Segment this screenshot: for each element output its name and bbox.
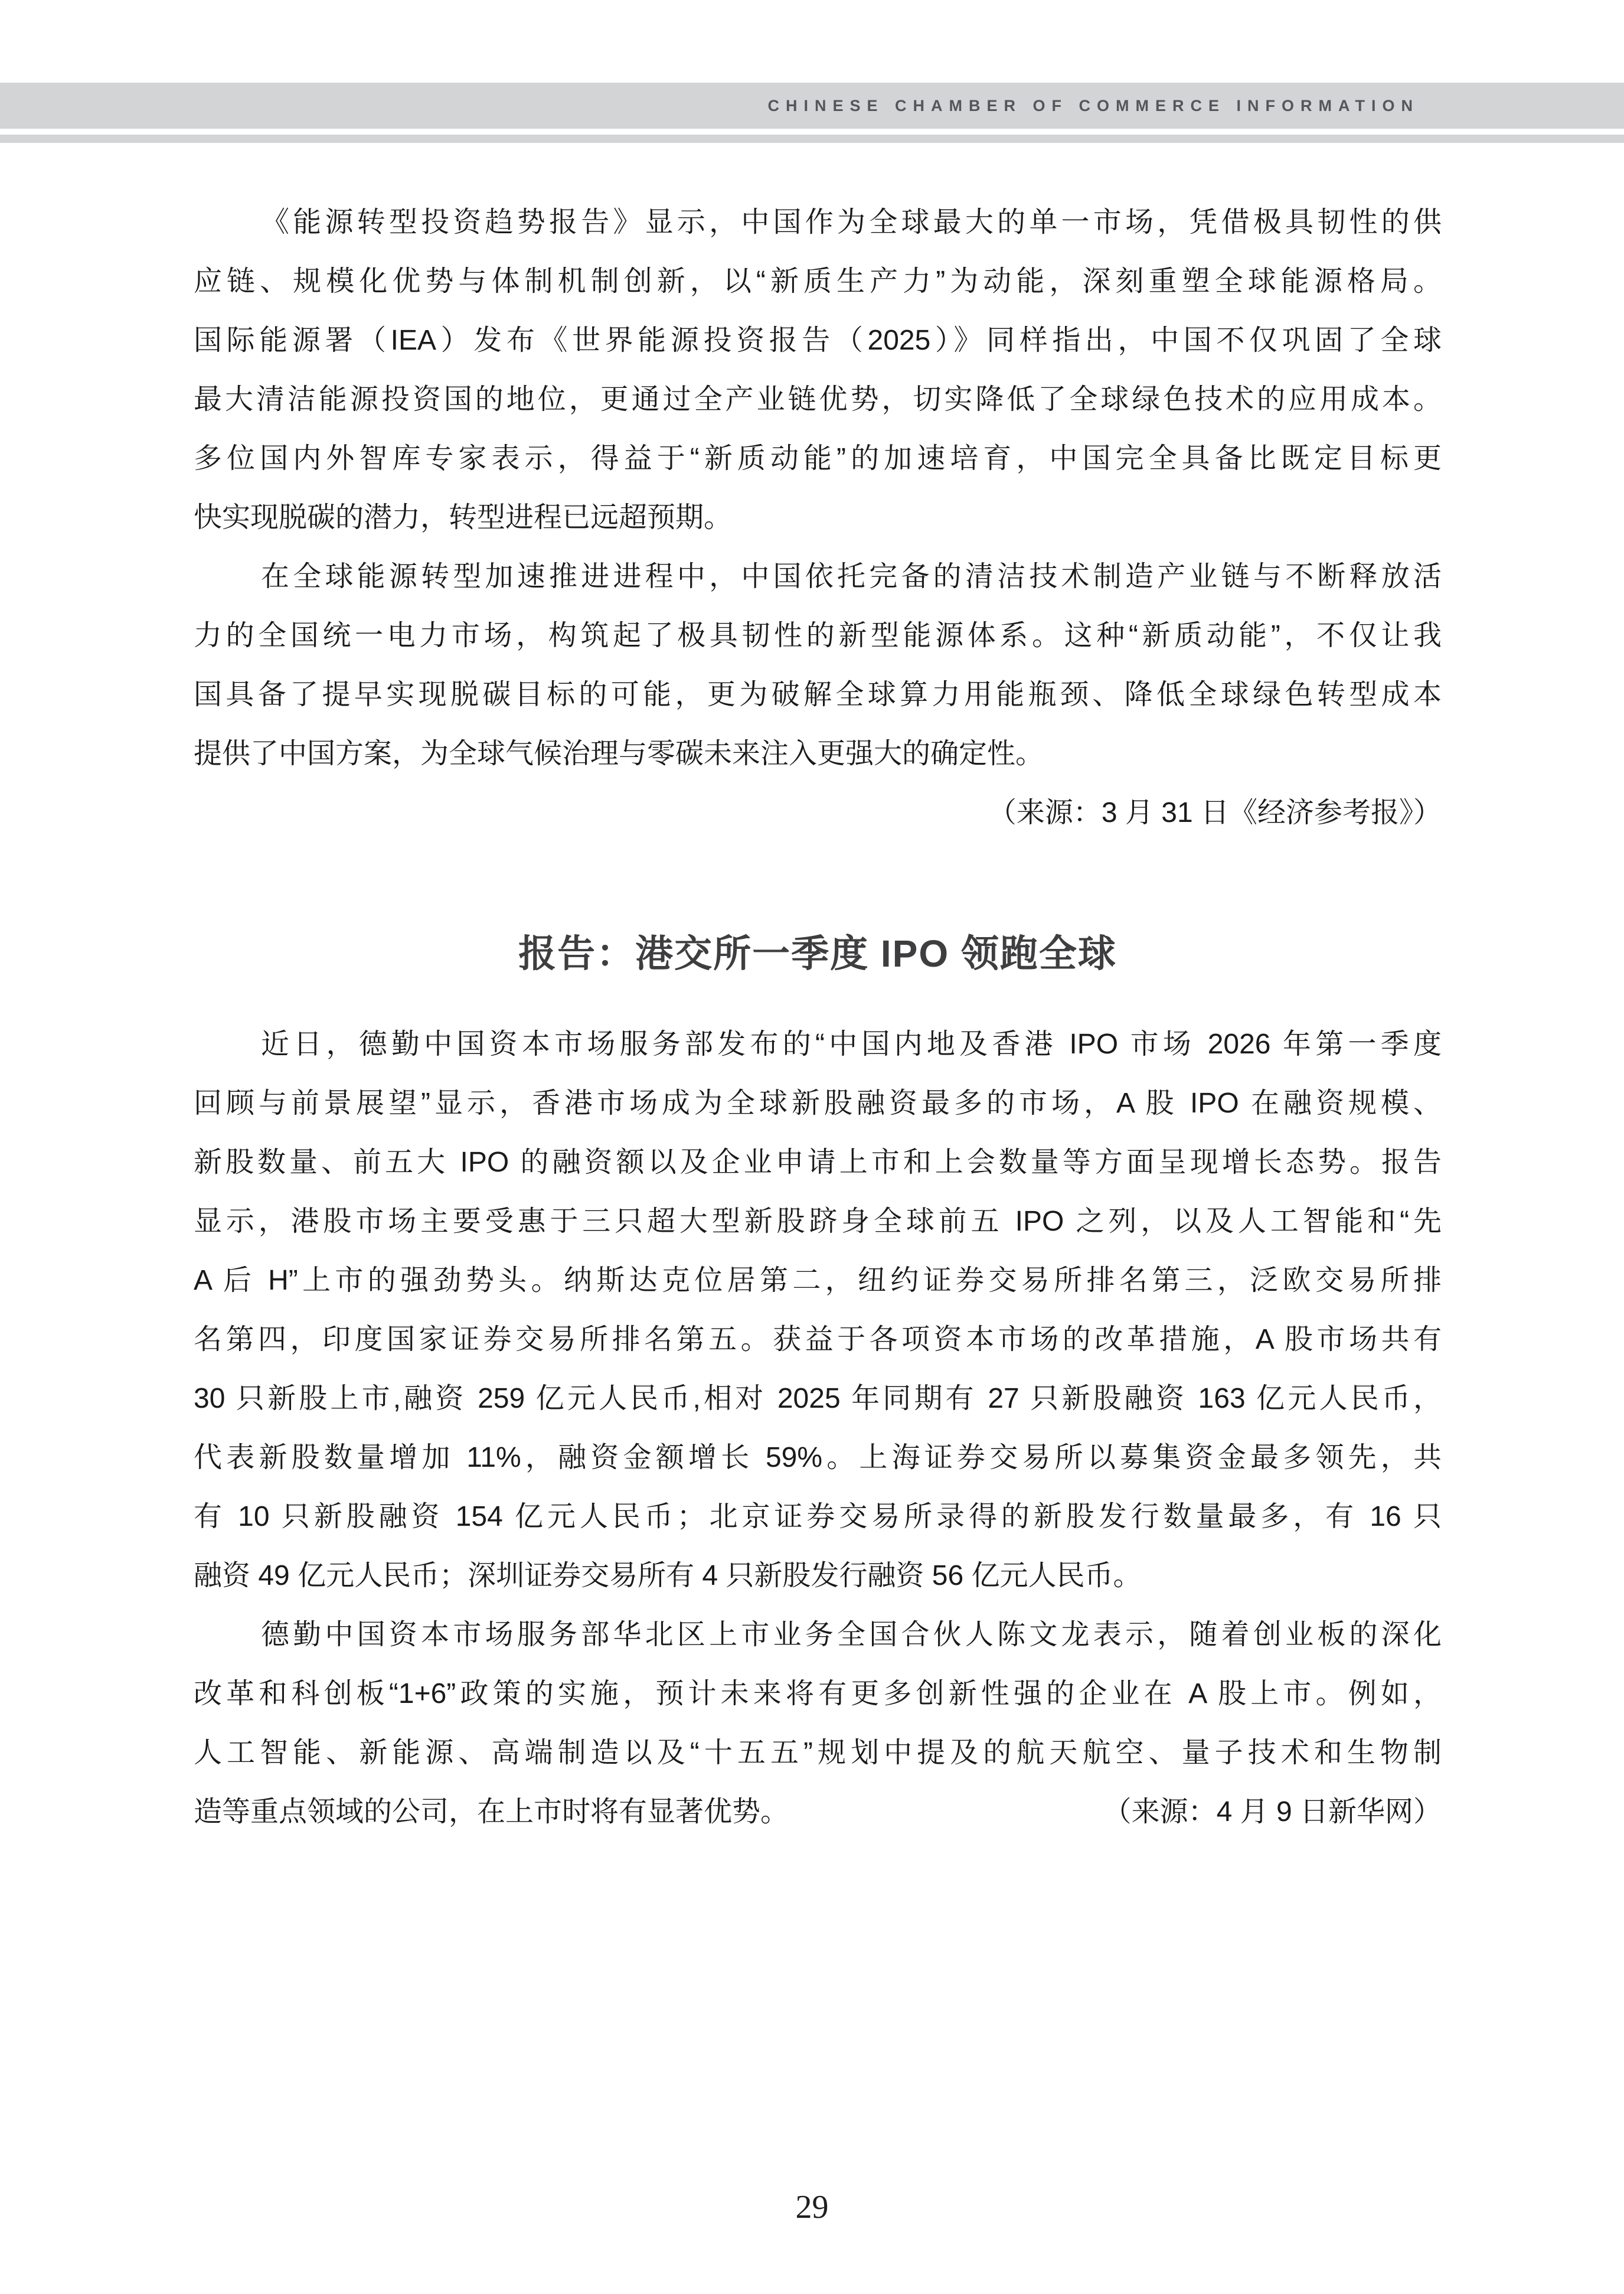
text-line: 力的全国统一电力市场，构筑起了极具韧性的新型能源体系。这种“新质动能”，不仅让我 (194, 620, 1442, 651)
header-band-thin (0, 135, 1624, 143)
text-line: 显示，港股市场主要受惠于三只超大型新股跻身全球前五 IPO 之列，以及人工智能和“先 (194, 1206, 1442, 1237)
page-number: 29 (795, 2189, 829, 2226)
article1-paragraph2 (194, 547, 1442, 784)
text-line: 国具备了提早实现脱碳目标的可能，更为破解全球算力用能瓶颈、降低全球绿色转型成本 (194, 679, 1442, 710)
text-line: 《能源转型投资趋势报告》显示，中国作为全球最大的单一市场，凭借极具韧性的供 (261, 207, 1442, 238)
text-line: 多位国内外智库专家表示，得益于“新质动能”的加速培育，中国完全具备比既定目标更 (194, 443, 1442, 474)
article1-paragraph1 (194, 193, 1442, 547)
article2-last-line (194, 1783, 1442, 1842)
text-line: A 后 H”上市的强劲势头。纳斯达克位居第二，纽约证券交易所排名第三，泛欧交易所排 (194, 1265, 1442, 1296)
text-line: 改革和科创板“1+6”政策的实施，预计未来将有更多创新性强的企业在 A 股上市。例如， (194, 1678, 1442, 1709)
text-line: 回顾与前景展望”显示，香港市场成为全球新股融资最多的市场，A 股 IPO 在融资规模、 (194, 1088, 1442, 1119)
page-body (194, 193, 1442, 1842)
text-line: 应链、规模化优势与体制机制创新，以“新质生产力”为动能，深刻重塑全球能源格局。 (194, 266, 1442, 297)
article2-paragraph1 (194, 1015, 1442, 1606)
text-line: 在全球能源转型加速推进进程中，中国依托完备的清洁技术制造产业链与不断释放活 (261, 561, 1442, 592)
article1-source: （来源：3 月 31 日《经济参考报》） (988, 797, 1442, 828)
text-line: 近日，德勤中国资本市场服务部发布的“中国内地及香港 IPO 市场 2026 年第一季度 (261, 1029, 1442, 1060)
text-line: 最大清洁能源投资国的地位，更通过全产业链优势，切实降低了全球绿色技术的应用成本。 (194, 384, 1442, 415)
last-line-text: 造等重点领域的公司，在上市时将有显著优势。 (194, 1796, 789, 1828)
text-line: 30 只新股上市,融资 259 亿元人民币,相对 2025 年同期有 27 只新股融资 163 亿元人民币， (194, 1383, 1442, 1414)
header-banner-text: CHINESE CHAMBER OF COMMERCE INFORMATION (767, 96, 1419, 115)
text-line: 新股数量、前五大 IPO 的融资额以及企业申请上市和上会数量等方面呈现增长态势。报告 (194, 1147, 1442, 1178)
text-line: 有 10 只新股融资 154 亿元人民币；北京证券交易所录得的新股发行数量最多，有 16 只 (194, 1501, 1442, 1532)
text-line: 人工智能、新能源、高端制造以及“十五五”规划中提及的航天航空、量子技术和生物制 (194, 1737, 1442, 1768)
article2-source: （来源：4 月 9 日新华网） (1103, 1796, 1442, 1828)
text-line: 国际能源署（IEA）发布《世界能源投资报告（2025）》同样指出，中国不仅巩固了全球 (194, 325, 1442, 356)
text-line: 快实现脱碳的潜力，转型进程已远超预期。 (194, 502, 733, 533)
text-line: 融资 49 亿元人民币；深圳证券交易所有 4 只新股发行融资 56 亿元人民币。 (194, 1560, 1142, 1591)
article2-title: 报告：港交所一季度 IPO 领跑全球 (518, 932, 1117, 975)
text-line: 德勤中国资本市场服务部华北区上市业务全国合伙人陈文龙表示，随着创业板的深化 (261, 1619, 1442, 1650)
text-line: 提供了中国方案，为全球气候治理与零碳未来注入更强大的确定性。 (194, 738, 1044, 769)
text-line: 代表新股数量增加 11%，融资金额增长 59%。上海证券交易所以募集资金最多领先，共 (194, 1442, 1442, 1473)
article2-paragraph2 (194, 1606, 1442, 1842)
text-line: 名第四，印度国家证券交易所排名第五。获益于各项资本市场的改革措施，A 股市场共有 (194, 1324, 1442, 1355)
